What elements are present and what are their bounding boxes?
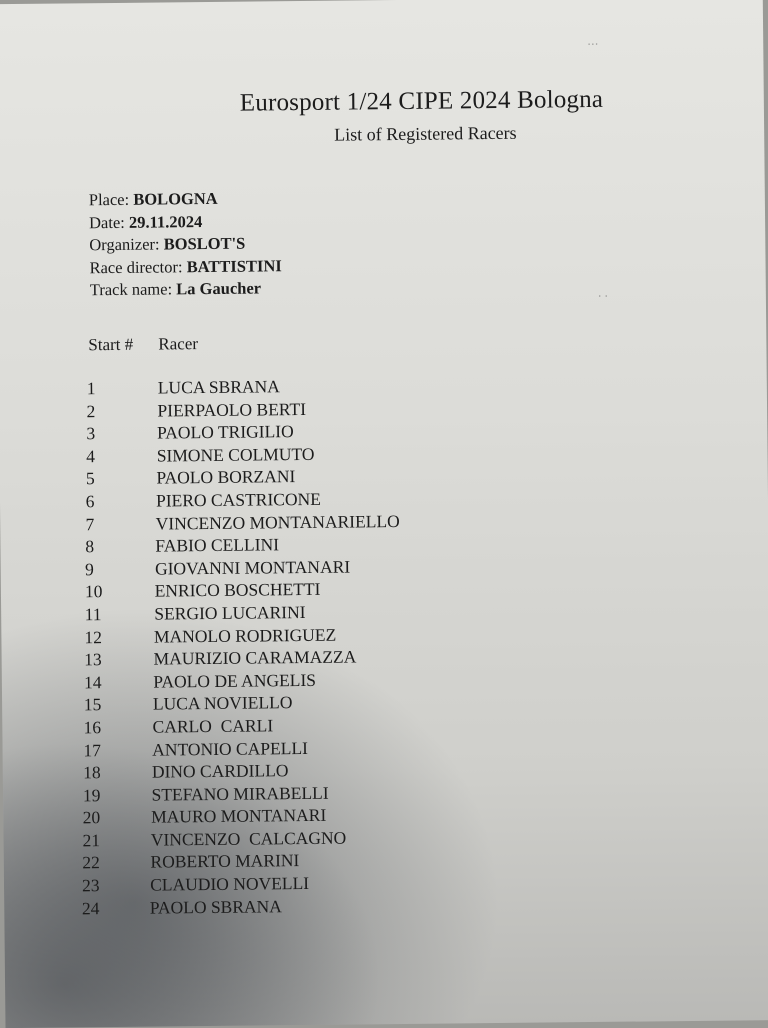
meta-label: Organizer: (89, 234, 164, 254)
racer-name: FABIO CELLINI (155, 534, 279, 556)
racer-name: VINCENZO MONTANARIELLO (156, 511, 400, 535)
racer-name: SERGIO LUCARINI (154, 602, 305, 625)
document-title: Eurosport 1/24 CIPE 2024 Bologna (240, 86, 604, 118)
racer-name: SIMONE COLMUTO (157, 444, 315, 467)
racer-name: PAOLO TRIGILIO (157, 421, 294, 443)
start-number: 3 (86, 423, 126, 444)
start-number: 17 (83, 739, 123, 760)
meta-row (89, 232, 281, 257)
racer-header: Racer (158, 334, 198, 354)
racer-name: PIERO CASTRICONE (156, 489, 321, 512)
start-number: 18 (83, 762, 123, 783)
start-number: 2 (86, 400, 126, 421)
meta-row (90, 277, 282, 302)
document-subtitle: List of Registered Racers (334, 123, 517, 146)
racer-name: GIOVANNI MONTANARI (155, 556, 350, 579)
meta-row (89, 187, 281, 212)
start-number: 11 (85, 604, 125, 625)
start-number: 12 (84, 626, 124, 647)
racer-name: STEFANO MIRABELLI (151, 782, 328, 805)
racer-name: MAURO MONTANARI (151, 805, 326, 828)
start-number: 7 (85, 513, 125, 534)
paper-mark: ⋅⋅⋅ (587, 38, 598, 51)
meta-label: Place: (89, 190, 134, 209)
racer-name: ANTONIO CAPELLI (152, 737, 308, 760)
racer-name: MAURIZIO CARAMAZZA (154, 647, 357, 670)
start-number: 10 (85, 581, 125, 602)
racer-list (75, 378, 81, 920)
meta-value: 29.11.2024 (129, 212, 203, 232)
meta-row (89, 210, 281, 235)
meta-label: Date: (89, 212, 129, 231)
start-number: 19 (83, 785, 123, 806)
meta-label: Race director: (89, 257, 186, 277)
start-number: 9 (85, 559, 125, 580)
racer-name: MANOLO RODRIGUEZ (154, 624, 336, 647)
start-number: 23 (82, 875, 122, 896)
start-number: 15 (84, 694, 124, 715)
start-number: 8 (85, 536, 125, 557)
meta-value: BOLOGNA (133, 189, 218, 209)
start-number: 6 (86, 491, 126, 512)
start-number: 22 (82, 852, 122, 873)
racer-name: PAOLO SBRANA (150, 896, 282, 918)
start-number: 5 (86, 468, 126, 489)
start-number: 14 (84, 672, 124, 693)
racer-name: LUCA SBRANA (158, 376, 280, 398)
start-number: 16 (84, 717, 124, 738)
racer-name: ROBERTO MARINI (150, 851, 299, 874)
racer-name: CARLO CARLI (152, 715, 273, 737)
paper-mark: ⋅ ⋅ (598, 290, 608, 303)
racer-name: CLAUDIO NOVELLI (150, 873, 309, 896)
racer-name: PIERPAOLO BERTI (157, 399, 306, 422)
meta-label: Track name: (90, 279, 177, 299)
start-number: 24 (82, 898, 122, 919)
racer-name: ENRICO BOSCHETTI (155, 579, 321, 602)
start-number: 1 (87, 378, 127, 399)
racer-name: LUCA NOVIELLO (153, 692, 293, 714)
racer-name: PAOLO DE ANGELIS (153, 670, 316, 693)
start-number: 20 (83, 807, 123, 828)
start-number-header: Start # (88, 335, 133, 355)
start-number: 4 (86, 446, 126, 467)
meta-row (89, 255, 281, 280)
start-number: 21 (82, 830, 122, 851)
event-details (89, 187, 282, 302)
meta-value: BOSLOT'S (164, 234, 246, 254)
meta-value: La Gaucher (176, 278, 261, 298)
racer-name: VINCENZO CALCAGNO (151, 827, 347, 850)
racer-name: DINO CARDILLO (152, 760, 289, 782)
start-number: 13 (84, 649, 124, 670)
meta-value: BATTISTINI (187, 256, 282, 276)
racer-name: PAOLO BORZANI (156, 466, 295, 488)
